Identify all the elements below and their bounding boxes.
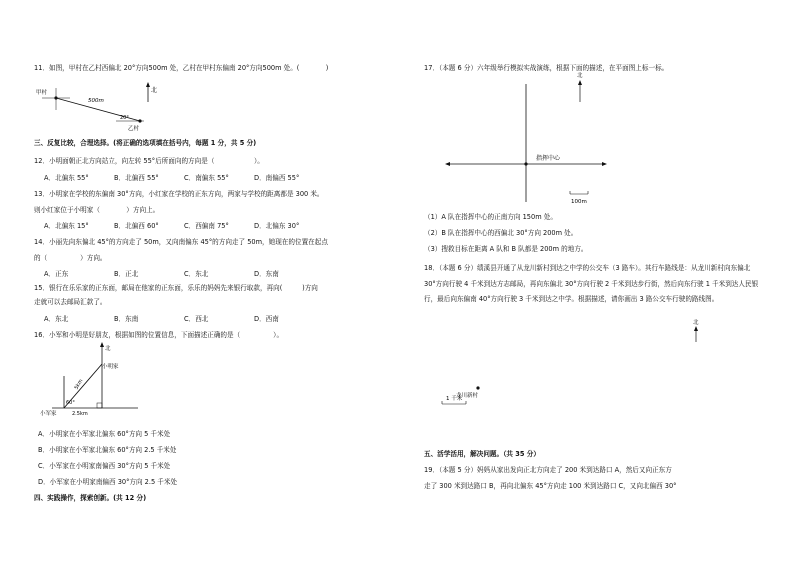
- q17-item-3: （3）搜救目标在距离 A 队和 B 队都是 200m 的地方。: [424, 245, 588, 253]
- q17-item-2: （2）B 队在指挥中心的西偏北 30°方向 200m 处。: [424, 229, 578, 237]
- home-ming-label: 小明家: [102, 364, 119, 370]
- question-14-line2: 的（ ）方向。: [34, 254, 107, 262]
- q14-option-a: A．正东: [44, 270, 69, 278]
- north-arrowhead-q16: [100, 342, 104, 347]
- north-label-q18: 北: [693, 320, 699, 326]
- north-arrowhead-q11: [146, 82, 150, 87]
- q16-option-d: D．小军家在小明家南偏西 30°方向 2.5 千米处: [38, 478, 178, 486]
- q14-option-c: C．东北: [184, 270, 209, 278]
- question-14-line1: 14．小丽先向东偏北 45°的方向走了 50m，又向南偏东 45°的方向走了 50m，她现在的位置在起点: [34, 238, 328, 246]
- q12-option-b: B．北偏西 55°: [114, 174, 159, 182]
- figure-q17: [444, 73, 634, 206]
- question-11: 11．如图，甲村在乙村西偏北 20°方向500m 处，乙村在甲村东偏南 20°方向500m 处。( ): [34, 64, 329, 72]
- hyp-length-label: 5km: [73, 378, 85, 391]
- question-18: 18．（本题 6 分）绩溪县开通了从龙川新村到达之中学的公交车（3 路车）。其行车路线是：从龙川新村向东偏北 30°方向行驶 4 千米到达方志邮局，再向东偏北 30°方向行驶 2 千米到达步行街，然后向东行驶 1 千米到达人民银行，最后向东偏南 40°方向行驶 3 千米到达之中学。根据描述，请你画出 3 路公交车行驶的路线图。: [424, 264, 759, 303]
- q15-option-c: C．西北: [184, 315, 209, 323]
- q14-option-d: D．东南: [254, 270, 279, 278]
- q17-item-1: （1）A 队在指挥中心的正南方向 150m 处。: [424, 213, 557, 221]
- question-15-line2: 走就可以去邮局汇款了。: [34, 298, 107, 306]
- question-17: 17．（本题 6 分）六年级举行模拟实战演练，根据下面的描述，在平面图上标一标。: [424, 64, 669, 72]
- question-19-line1: 19．（本题 5 分）妈妈从家出发向正北方向走了 200 米到达路口 A，然后又向正东方: [424, 466, 672, 474]
- question-12: 12．小明面朝正北方向站立，向左转 55°后所面向的方向是（ ）。: [34, 157, 264, 165]
- right-angle-mark: [97, 403, 102, 408]
- north-arrowhead-q18: [694, 326, 698, 331]
- angle-label-q16: 60°: [66, 400, 75, 406]
- q13-option-c: C．西偏南 75°: [184, 222, 229, 230]
- village-point-q18: [476, 386, 479, 389]
- north-label-q17: 北: [577, 73, 583, 79]
- scale-label-q18: 1 千米: [446, 396, 463, 402]
- center-label-q17: 指挥中心: [536, 155, 561, 162]
- q16-option-b: B．小明家在小军家北偏东 60°方向 2.5 千米处: [38, 446, 177, 454]
- question-16: 16．小军和小明是好朋友，根据如图的位置信息，下面描述正确的是（ ）。: [34, 331, 284, 339]
- figure-q16: [38, 342, 148, 424]
- q16-option-c: C．小军家在小明家南偏西 30°方向 5 千米处: [38, 462, 171, 470]
- north-label-q11: 北: [151, 87, 158, 94]
- village-jia-point: [54, 96, 57, 99]
- figure-q18: [434, 320, 724, 412]
- q12-option-d: D．南偏西 55°: [254, 174, 300, 182]
- q13-option-d: D．北偏东 30°: [254, 222, 300, 230]
- q15-option-a: A．东北: [44, 315, 69, 323]
- center-point-q17: [524, 162, 527, 165]
- q16-option-a: A．小明家在小军家北偏东 60°方向 5 千米处: [38, 430, 171, 438]
- north-arrowhead-q17: [578, 80, 582, 85]
- home-jun-label: 小军家: [40, 411, 57, 417]
- question-13-line1: 13．小明家在学校的东偏南 30°方向，小红家在学校的正东方向，两家与学校的距离都是 300 米。: [34, 190, 324, 198]
- west-arrowhead: [445, 162, 450, 166]
- north-label-q16: 北: [105, 346, 111, 352]
- angle-label-q11: 20°: [120, 115, 129, 121]
- q13-option-a: A．北偏东 15°: [44, 222, 89, 230]
- question-15-line1: 15．银行在乐乐家的正东面，邮局在他家的正东面，乐乐的妈妈先来银行取款，再向( )方向: [34, 284, 318, 292]
- q12-option-a: A．北偏东 55°: [44, 174, 89, 182]
- figure-q11: [36, 82, 164, 134]
- question-19-line2: 走了 300 米到达路口 B，再向北偏东 45°方向走 100 米到达路口 C，又向北偏西 30°: [424, 482, 677, 490]
- question-13-line2: 则小红家位于小明家（ ）方向上。: [34, 206, 160, 214]
- scale-label-q17: 100m: [571, 199, 587, 205]
- q12-option-c: C．南偏东 55°: [184, 174, 229, 182]
- q15-option-b: B．东南: [114, 315, 139, 323]
- q13-option-b: B．北偏西 60°: [114, 222, 159, 230]
- base-length-label: 2.5km: [72, 411, 88, 417]
- q15-option-d: D．西南: [254, 315, 279, 323]
- section-4-title: 四、实践操作，探索创新。(共 12 分): [34, 494, 147, 502]
- village-jia-label: 甲村: [36, 90, 48, 96]
- village-label-q18: 龙川新村: [456, 393, 479, 399]
- section-5-title: 五、活学活用，解决问题。（共 35 分）: [424, 450, 540, 458]
- section-3-title: 三、反复比较，合理选择。(将正确的选项填在括号内，每题 1 分，共 5 分): [34, 139, 257, 147]
- village-yi-label: 乙村: [128, 126, 140, 132]
- east-arrowhead: [602, 162, 607, 166]
- distance-label-q11: 500m: [88, 98, 104, 104]
- q14-option-b: B．正北: [114, 270, 139, 278]
